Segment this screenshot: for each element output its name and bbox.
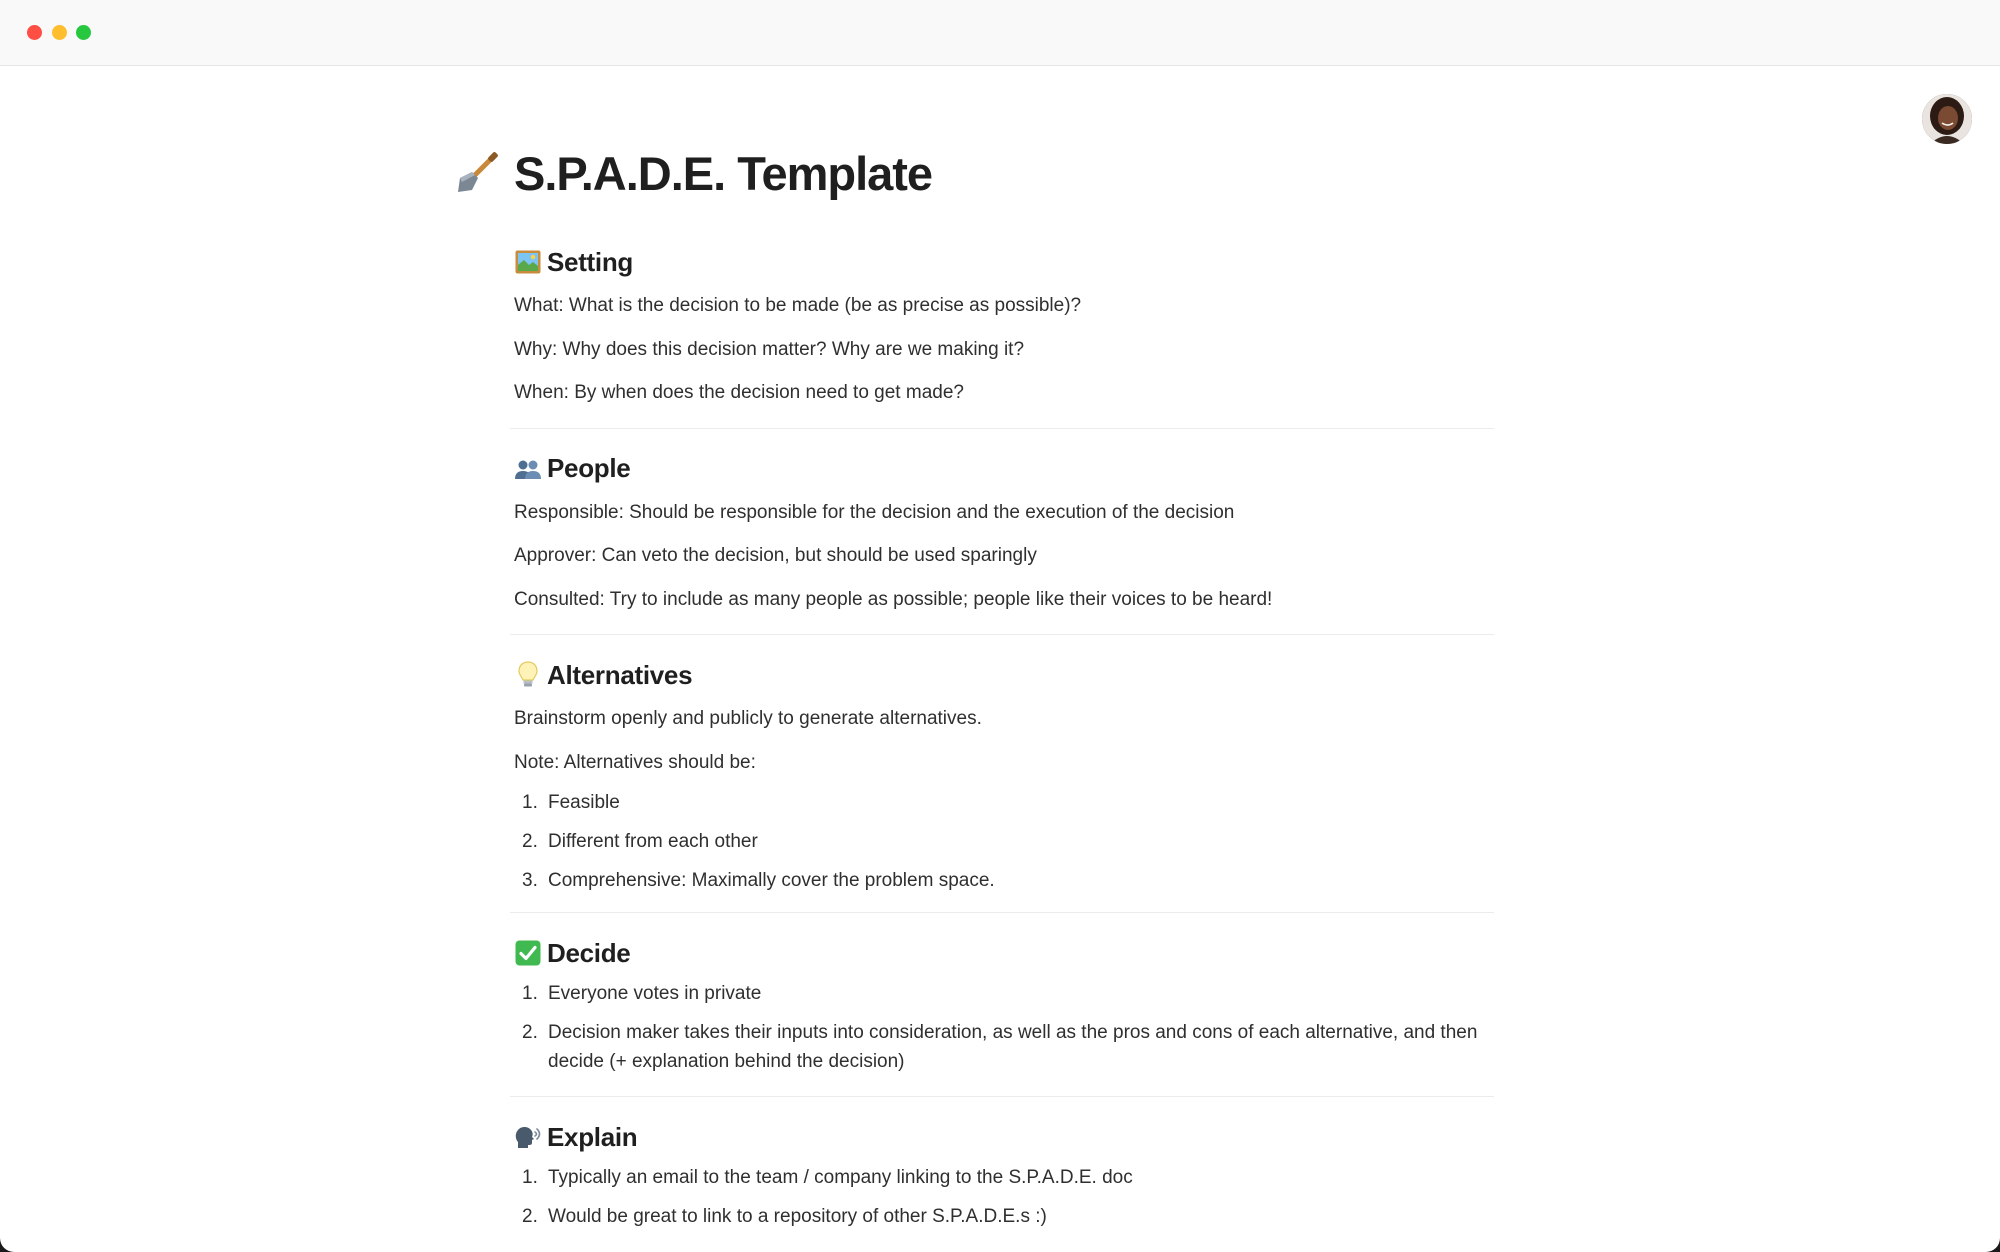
people-responsible[interactable]: Responsible: Should be responsible for the decision and the execution of the decision xyxy=(514,501,1235,523)
speaking-head-icon xyxy=(514,1123,542,1151)
people-title: People xyxy=(547,453,631,483)
framed-picture-icon xyxy=(514,248,542,276)
list-item[interactable]: 3. Comprehensive: Maximally cover the problem space. xyxy=(522,870,995,891)
people-approver[interactable]: Approver: Can veto the decision, but should be used sparingly xyxy=(514,545,1037,566)
setting-heading[interactable] xyxy=(514,240,1494,284)
list-item[interactable]: 1. Typically an email to the team / company linking to the S.P.A.D.E. doc xyxy=(522,1167,1133,1188)
shovel-icon[interactable] xyxy=(452,152,498,198)
page-content xyxy=(514,240,1494,1241)
zoom-window-button[interactable] xyxy=(76,25,91,40)
people-icon xyxy=(514,455,542,483)
explain-title: Explain xyxy=(547,1121,638,1152)
close-window-button[interactable] xyxy=(27,25,42,40)
explain-heading[interactable] xyxy=(514,1115,1494,1159)
alternatives-heading[interactable] xyxy=(514,653,1494,697)
setting-what[interactable]: What: What is the decision to be made (be as precise as possible)? xyxy=(514,295,1082,316)
list-item[interactable]: 1. Feasible xyxy=(522,792,620,813)
list-item[interactable]: 2. Different from each other xyxy=(522,831,758,852)
light-bulb-icon xyxy=(514,661,542,689)
list-item[interactable]: 2. Decision maker takes their inputs into consideration, as well as the pros and cons of each alternative, and then decide (+ explanation behind the decision) xyxy=(522,1022,1478,1072)
alternatives-note[interactable]: Note: Alternatives should be: xyxy=(514,751,756,773)
page-title[interactable]: S.P.A.D.E. Template xyxy=(514,147,933,200)
decide-heading[interactable] xyxy=(514,931,1494,975)
people-heading[interactable] xyxy=(514,447,1494,491)
minimize-window-button[interactable] xyxy=(52,25,67,40)
divider xyxy=(510,1096,1494,1097)
decide-list xyxy=(514,979,1494,1076)
user-avatar[interactable] xyxy=(1922,94,1972,144)
explain-list xyxy=(514,1163,1494,1231)
decide-title: Decide xyxy=(547,937,631,968)
check-mark-icon xyxy=(514,939,542,967)
setting-when[interactable]: When: By when does the decision need to get made? xyxy=(514,382,964,403)
alternatives-title: Alternatives xyxy=(547,659,693,690)
title-bar xyxy=(0,0,2000,66)
divider xyxy=(510,912,1494,913)
avatar-icon xyxy=(1922,94,1972,144)
alternatives-intro[interactable]: Brainstorm openly and publicly to generate alternatives. xyxy=(514,708,982,729)
list-item[interactable]: 1. Everyone votes in private xyxy=(522,983,762,1004)
divider xyxy=(510,634,1494,635)
list-item[interactable]: 2. Would be great to link to a repository of other S.P.A.D.E.s :) xyxy=(522,1206,1047,1227)
people-consulted[interactable]: Consulted: Try to include as many people as possible; people like their voices to be heard! xyxy=(514,588,1273,610)
alternatives-list xyxy=(514,788,1494,895)
divider xyxy=(510,428,1494,429)
setting-title: Setting xyxy=(547,246,634,277)
setting-why[interactable]: Why: Why does this decision matter? Why are we making it? xyxy=(514,338,1025,360)
